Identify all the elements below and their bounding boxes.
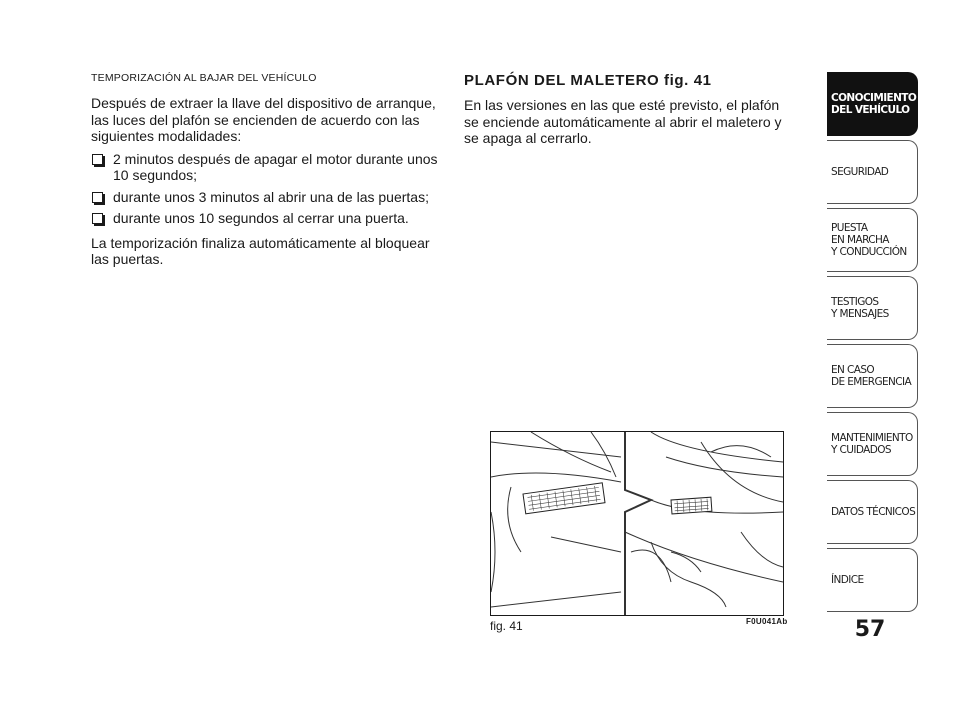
figure-illustration (490, 431, 784, 616)
left-column (91, 72, 441, 274)
tab-seguridad[interactable]: SEGURIDAD (827, 140, 918, 204)
trunk-light-drawing (491, 432, 783, 615)
checkbox-bullet-icon (92, 192, 103, 203)
figure-caption: fig. 41 (490, 619, 523, 633)
tab-emergencia[interactable]: EN CASO DE EMERGENCIA (827, 344, 918, 408)
right-column (464, 72, 794, 153)
bullet-list (91, 151, 441, 227)
figure-code: F0U041Ab (746, 617, 788, 626)
page-number: 57 (854, 617, 886, 642)
list-item: durante unos 10 segundos al cerrar una puerta. (91, 210, 441, 227)
tab-datos-tecnicos[interactable]: DATOS TÉCNICOS (827, 480, 918, 544)
tab-conocimiento[interactable]: CONOCIMIENTO DEL VEHÍCULO (827, 72, 918, 136)
section-subheading: TEMPORIZACIÓN AL BAJAR DEL VEHÍCULO (91, 72, 317, 84)
tab-mantenimiento[interactable]: MANTENIMIENTO Y CUIDADOS (827, 412, 918, 476)
tab-testigos[interactable]: TESTIGOS Y MENSAJES (827, 276, 918, 340)
tab-puesta-en-marcha[interactable]: PUESTA EN MARCHA Y CONDUCCIÓN (827, 208, 918, 272)
checkbox-bullet-icon (92, 154, 103, 165)
intro-paragraph: Después de extraer la llave del dispositivo de arranque, las luces del plafón se encienden de acuerdo con las siguientes modalidades: (91, 95, 436, 144)
checkbox-bullet-icon (92, 213, 103, 224)
chapter-tabs (827, 72, 918, 616)
closing-paragraph: La temporización finaliza automáticamente al bloquear las puertas. (91, 234, 430, 267)
list-item: 2 minutos después de apagar el motor durante unos 10 segundos; (91, 151, 441, 184)
body-paragraph: En las versiones en las que esté previsto, el plafón se enciende automáticamente al abrir el maletero y se apaga al cerrarlo. (464, 97, 782, 146)
list-item: durante unos 3 minutos al abrir una de las puertas; (91, 189, 441, 206)
section-title: PLAFÓN DEL MALETERO fig. 41 (464, 72, 712, 89)
tab-indice[interactable]: ÍNDICE (827, 548, 918, 612)
